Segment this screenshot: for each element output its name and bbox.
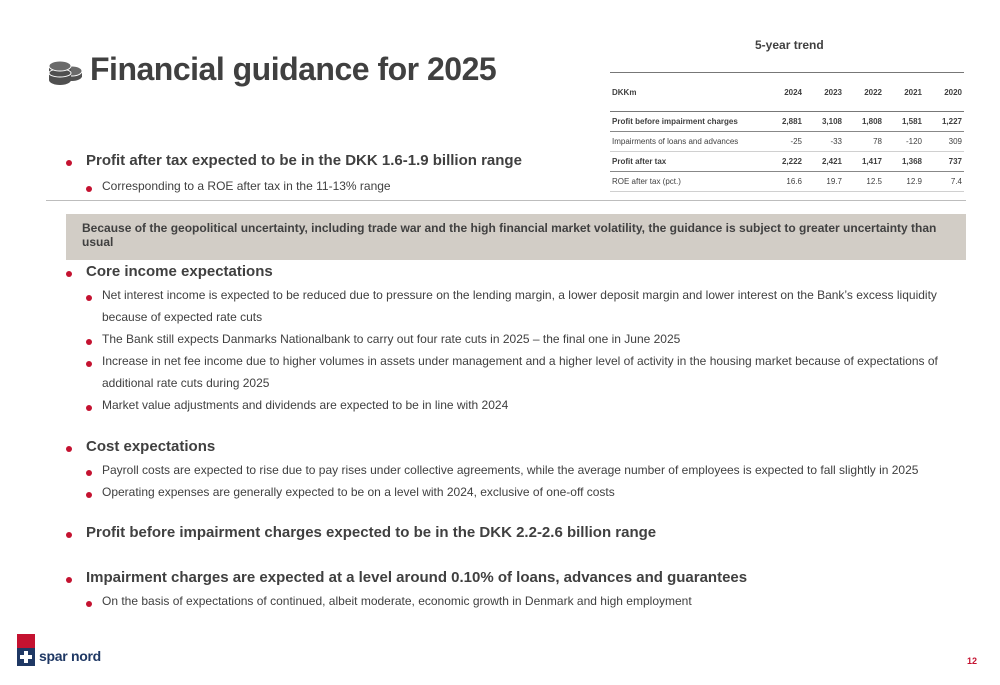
bullet-dot (86, 405, 92, 411)
coins-icon (46, 50, 84, 88)
bullet-dot (86, 492, 92, 498)
trend-cell: -120 (905, 137, 922, 146)
bullet-dot (86, 186, 92, 192)
trend-col-header: 2023 (824, 87, 842, 97)
trend-cell: 737 (948, 157, 962, 166)
trend-col-header: 2022 (864, 87, 882, 97)
spar-nord-logo (17, 634, 101, 666)
page-number: 12 (967, 656, 978, 666)
trend-col-header: 2021 (904, 87, 922, 97)
trend-cell: -33 (830, 137, 842, 146)
trend-row (610, 112, 964, 132)
trend-cell: 1,808 (861, 117, 882, 126)
bullet-text: Corresponding to a ROE after tax in the 11-13% range (102, 179, 391, 193)
bullet-dot (66, 271, 72, 277)
bullet-payroll (86, 463, 966, 481)
trend-row-label: Profit after tax (612, 157, 667, 166)
logo-text: spar nord (39, 648, 101, 664)
banner-text: Because of the geopolitical uncertainty, including trade war and the high financial market volatility, the guidance is subject to greater uncertainty than usual (82, 221, 937, 249)
bullet-heading: Impairment charges are expected at a level around 0.10% of loans, advances and guarantees (86, 569, 748, 586)
trend-cell: 2,421 (821, 157, 842, 166)
bullet-rate-cuts (86, 332, 966, 350)
section-divider (46, 200, 966, 201)
trend-cell: 12.9 (906, 177, 922, 186)
bullet-profit-after-tax (66, 152, 522, 169)
trend-cell: 16.6 (786, 177, 802, 186)
trend-title: 5-year trend (755, 38, 824, 52)
trend-row (610, 132, 964, 152)
trend-cell: 19.7 (826, 177, 842, 186)
uncertainty-banner (66, 214, 966, 260)
bullet-dot (86, 601, 92, 607)
bullet-heading: Core income expectations (86, 263, 273, 280)
trend-row-label: Profit before impairment charges (612, 117, 738, 126)
bullet-net-fee (86, 354, 966, 394)
trend-cell: 1,417 (861, 157, 882, 166)
page-title: Financial guidance for 2025 (90, 50, 497, 87)
bullet-text: Increase in net fee income due to higher volumes in assets under management and a higher level of activity in the housing market because of expectations of additional rate cuts during 2025 (102, 354, 938, 390)
trend-col-header: 2020 (944, 87, 962, 97)
bullet-dot (86, 361, 92, 367)
bullet-text: Profit after tax expected to be in the DKK 1.6-1.9 billion range (86, 152, 522, 169)
trend-cell: 309 (948, 137, 962, 146)
logo-mark-icon (17, 634, 35, 666)
bullet-text: Operating expenses are generally expected to be on a level with 2024, exclusive of one-off costs (102, 485, 615, 499)
trend-col-header: 2024 (784, 87, 802, 97)
bullet-net-interest (86, 288, 966, 328)
bullet-dot (66, 160, 72, 166)
trend-cell: 1,581 (901, 117, 922, 126)
trend-cell: 12.5 (866, 177, 882, 186)
trend-cell: 7.4 (950, 177, 962, 186)
trend-cell: -25 (790, 137, 802, 146)
bullet-heading: Profit before impairment charges expected to be in the DKK 2.2-2.6 billion range (86, 524, 657, 541)
trend-table (610, 72, 964, 192)
bullet-heading: Cost expectations (86, 438, 216, 455)
bullet-core-income (66, 263, 273, 280)
bullet-roe (86, 179, 966, 197)
bullet-dot (86, 470, 92, 476)
bullet-dot (66, 577, 72, 583)
trend-header-row (610, 73, 964, 112)
trend-row-label: Impairments of loans and advances (612, 137, 739, 146)
bullet-dot (86, 339, 92, 345)
bullet-text: Market value adjustments and dividends are expected to be in line with 2024 (102, 398, 509, 412)
bullet-text: Net interest income is expected to be reduced due to pressure on the lending margin, a lower deposit margin and lower interest on the Bank’s excess liquidity because of expected rate cuts (102, 288, 937, 324)
bullet-profit-before-impairment (66, 524, 656, 541)
bullet-text: The Bank still expects Danmarks Nationalbank to carry out four rate cuts in 2025 – the final one in June 2025 (102, 332, 681, 346)
bullet-market-value (86, 398, 966, 416)
trend-cell: 1,368 (901, 157, 922, 166)
trend-cell: 3,108 (821, 117, 842, 126)
bullet-dot (86, 295, 92, 301)
bullet-cost (66, 438, 215, 455)
bullet-impairment (66, 569, 747, 586)
page-header (46, 50, 496, 88)
trend-row-label: ROE after tax (pct.) (612, 177, 681, 186)
trend-col-header: DKKm (612, 87, 637, 97)
trend-cell: 78 (873, 137, 882, 146)
trend-cell: 1,227 (941, 117, 962, 126)
bullet-operating-expenses (86, 485, 966, 503)
bullet-dot (66, 446, 72, 452)
bullet-economic-growth (86, 594, 966, 612)
trend-row (610, 152, 964, 172)
bullet-dot (66, 532, 72, 538)
bullet-text: On the basis of expectations of continued, albeit moderate, economic growth in Denmark and high employment (102, 594, 692, 608)
trend-cell: 2,881 (781, 117, 802, 126)
trend-cell: 2,222 (781, 157, 802, 166)
bullet-text: Payroll costs are expected to rise due to pay rises under collective agreements, while the average number of employees is expected to fall slightly in 2025 (102, 463, 919, 477)
